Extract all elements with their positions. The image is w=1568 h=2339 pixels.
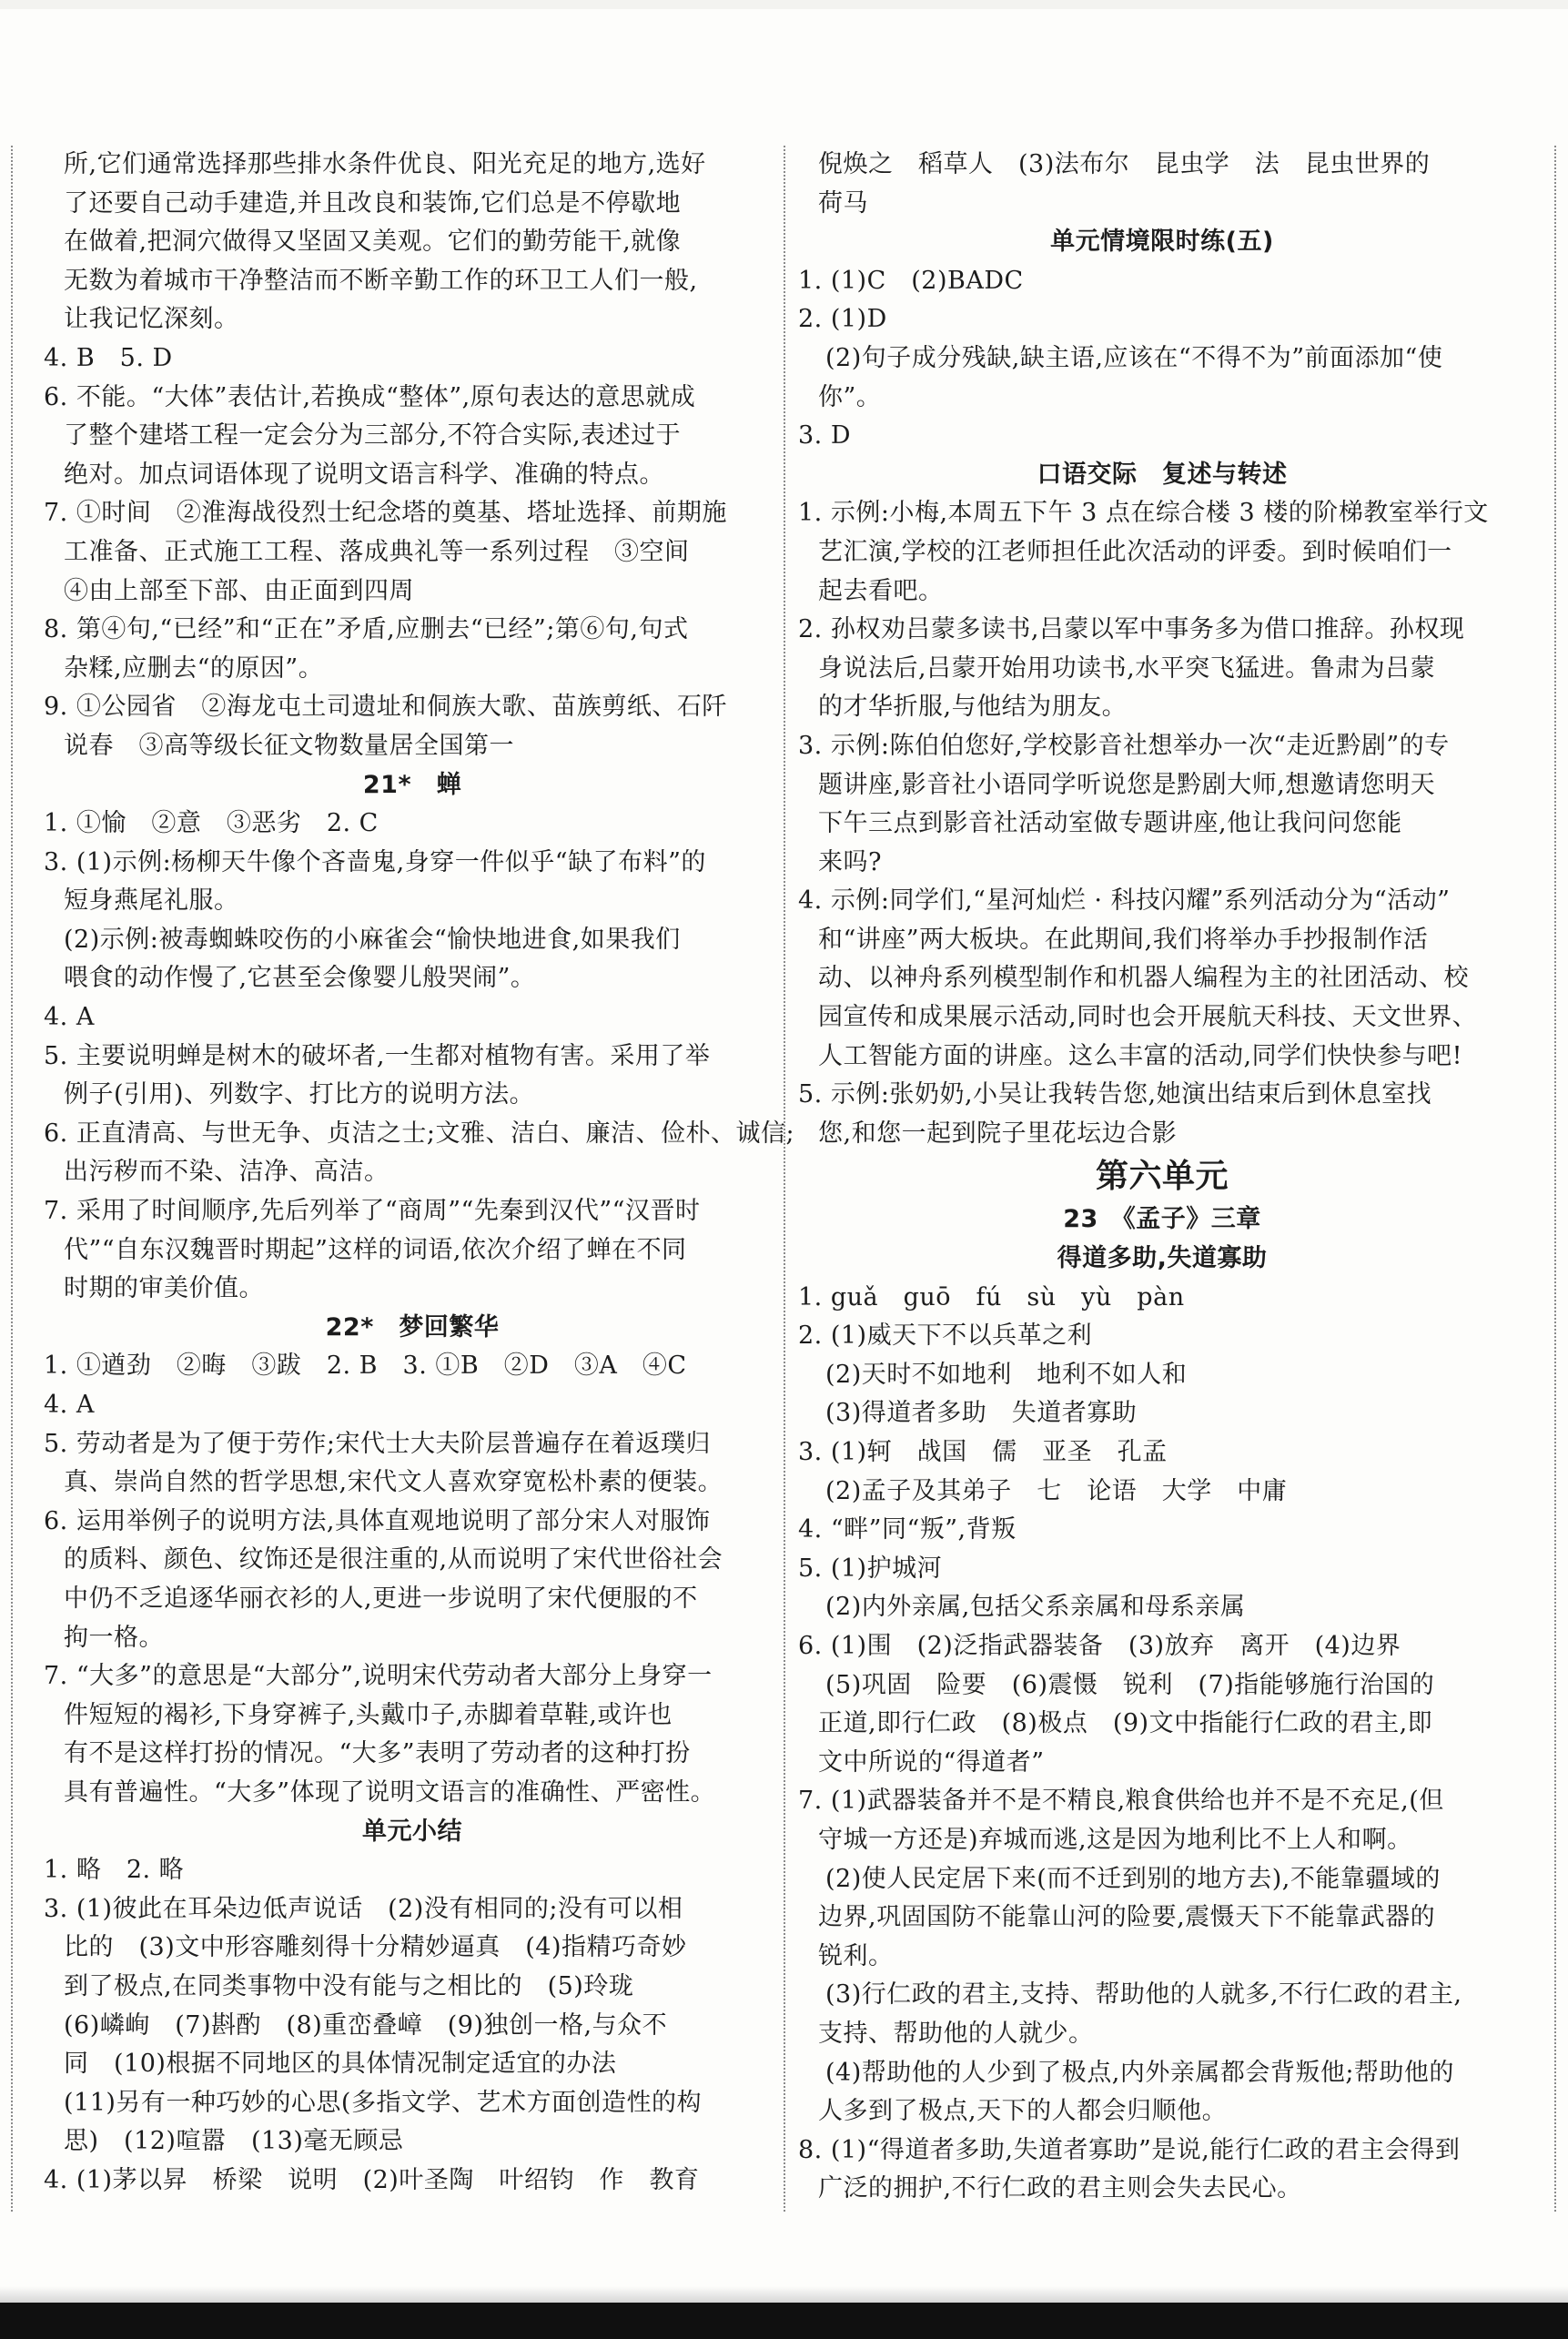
answer-line: 边界,巩固国防不能靠山河的险要,震慑天下不能靠武器的 xyxy=(818,1903,1436,1932)
answer-line: 真、崇尚自然的哲学思想,宋代文人喜欢穿宽松朴素的便装。 xyxy=(64,1468,723,1497)
answer-line: 4. “畔”同“叛”,背叛 xyxy=(798,1515,1017,1544)
answer-line: 守城一方还是)弃城而逃,这是因为地利比不上人和啊。 xyxy=(818,1825,1412,1854)
answer-line: 8. (1)“得道者多助,失道者寡助”是说,能行仁政的君主会得到 xyxy=(798,2135,1461,2164)
answer-line: 让我记忆深刻。 xyxy=(64,305,239,334)
answer-line: 您,和您一起到院子里花坛边合影 xyxy=(818,1119,1178,1148)
answer-line: 同 (10)根据不同地区的具体情况制定适宜的办法 xyxy=(64,2050,617,2079)
answer-line: 艺汇演,学校的江老师担任此次活动的评委。到时候咱们一 xyxy=(818,537,1452,566)
answer-line: 在做着,把洞穴做得又坚固又美观。它们的勤劳能干,就像 xyxy=(64,228,682,257)
answer-line: 3. (1)彼此在耳朵边低声说话 (2)没有相同的;没有可以相 xyxy=(44,1894,683,1923)
answer-line: 5. 劳动者是为了便于劳作;宋代士大夫阶层普遍存在着返璞归 xyxy=(44,1429,711,1458)
right-margin-rule xyxy=(1554,146,1556,2212)
answer-line: 1. ①遒劲 ②晦 ③跋 2. B 3. ①B ②D ③A ④C xyxy=(44,1352,687,1381)
right-column xyxy=(798,146,1526,2209)
answer-line: (2)句子成分残缺,缺主语,应该在“不得不为”前面添加“使 xyxy=(825,343,1443,372)
answer-line: 广泛的拥护,不行仁政的君主则会失去民心。 xyxy=(818,2174,1302,2203)
answer-line: 出污秽而不染、洁净、高洁。 xyxy=(64,1158,389,1187)
answer-line: 思) (12)喧嚣 (13)毫无顾忌 xyxy=(64,2127,404,2156)
answer-line: 杂糅,应删去“的原因”。 xyxy=(64,653,324,683)
answer-line: 件短短的褐衫,下身穿裤子,头戴巾子,赤脚着草鞋,或许也 xyxy=(64,1700,673,1729)
answer-line: (2)内外亲属,包括父系亲属和母系亲属 xyxy=(825,1593,1246,1622)
answer-line: 起去看吧。 xyxy=(818,576,944,605)
answer-line: 短身燕尾礼服。 xyxy=(64,886,239,916)
answer-line: 5. 示例:张奶奶,小吴让我转告您,她演出结束后到休息室找 xyxy=(798,1080,1432,1109)
answer-line: 3. D xyxy=(798,421,851,451)
answer-line: 下午三点到影音社活动室做专题讲座,他让我问问您能 xyxy=(818,809,1402,838)
answer-line: 3. (1)轲 战国 儒 亚圣 孔孟 xyxy=(798,1438,1168,1466)
answer-line: 3. 示例:陈伯伯您好,学校影音社想举办一次“走近黔剧”的专 xyxy=(798,731,1450,760)
answer-line: 1. 略 2. 略 xyxy=(44,1856,185,1885)
answer-line: 例子(引用)、列数字、打比方的说明方法。 xyxy=(64,1080,535,1109)
answer-line: 动、以神舟系列模型制作和机器人编程为主的社团活动、校 xyxy=(818,964,1469,993)
answer-line: 代”“自东汉魏晋时期起”这样的词语,依次介绍了蝉在不同 xyxy=(64,1235,687,1264)
answer-line: 4. A xyxy=(44,1391,95,1419)
answer-line: 园宣传和成果展示活动,同时也会开展航天科技、天文世界、 xyxy=(818,1003,1478,1032)
section-heading: 第六单元 xyxy=(1095,1158,1229,1196)
left-column xyxy=(44,146,795,2200)
answer-line: 人工智能方面的讲座。这么丰富的活动,同学们快快参与吧! xyxy=(818,1041,1462,1070)
section-heading: 单元小结 xyxy=(362,1817,462,1846)
answer-line: 倪焕之 稻草人 (3)法布尔 昆虫学 法 昆虫世界的 xyxy=(818,150,1431,178)
answer-line: 4. B 5. D xyxy=(44,343,173,372)
answer-line: 正道,即行仁政 (8)极点 (9)文中指能行仁政的君主,即 xyxy=(818,1709,1433,1738)
answer-line: 1. (1)C (2)BADC xyxy=(798,266,1024,295)
answer-line: 人多到了极点,天下的人都会归顺他。 xyxy=(818,2097,1228,2126)
left-margin-rule xyxy=(11,146,13,2212)
answer-line: 比的 (3)文中形容雕刻得十分精妙逼真 (4)指精巧奇妙 xyxy=(64,1933,687,1962)
answer-line: (2)使人民定居下来(而不迁到别的地方去),不能靠疆域的 xyxy=(825,1864,1441,1893)
answer-line: 和“讲座”两大板块。在此期间,我们将举办手抄报制作活 xyxy=(818,925,1429,954)
answer-line: 有不是这样打扮的情况。“大多”表明了劳动者的这种打扮 xyxy=(64,1739,691,1768)
answer-line: 2. (1)威天下不以兵革之利 xyxy=(798,1321,1093,1351)
answer-line: 7. ①时间 ②淮海战役烈士纪念塔的奠基、塔址选择、前期施 xyxy=(44,499,727,528)
answer-line: (3)得道者多助 失道者寡助 xyxy=(825,1399,1138,1428)
top-scan-edge xyxy=(0,0,1568,9)
answer-line: 所,它们通常选择那些排水条件优良、阳光充足的地方,选好 xyxy=(64,150,706,178)
answer-line: 的质料、颜色、纹饰还是很注重的,从而说明了宋代世俗社会 xyxy=(64,1545,723,1575)
answer-line: ④由上部至下部、由正面到四周 xyxy=(64,576,414,605)
section-heading: 得道多助,失道寡助 xyxy=(1057,1244,1268,1273)
answer-line: 到了极点,在同类事物中没有能与之相比的 (5)玲珑 xyxy=(64,1971,634,2000)
answer-line: 4. 示例:同学们,“星河灿烂 · 科技闪耀”系列活动分为“活动” xyxy=(798,886,1451,916)
answer-line: 7. “大多”的意思是“大部分”,说明宋代劳动者大部分上身穿一 xyxy=(44,1662,713,1691)
answer-line: 你”。 xyxy=(818,382,882,411)
column-divider xyxy=(784,146,785,2212)
answer-line: 8. 第④句,“已经”和“正在”矛盾,应删去“已经”;第⑥句,句式 xyxy=(44,615,689,644)
answer-line: 来吗? xyxy=(818,847,882,876)
answer-line: 绝对。加点词语体现了说明文语言科学、准确的特点。 xyxy=(64,460,664,489)
answer-line: 7. 采用了时间顺序,先后列举了“商周”“先秦到汉代”“汉晋时 xyxy=(44,1197,701,1226)
answer-line: 6. 正直清高、与世无争、贞洁之士;文雅、洁白、廉洁、俭朴、诚信; xyxy=(44,1119,795,1148)
answer-line: 5. 主要说明蝉是树木的破坏者,一生都对植物有害。采用了举 xyxy=(44,1041,711,1070)
answer-line: 1. guǎ guō fú sù yù pàn xyxy=(798,1282,1185,1311)
answer-line: 拘一格。 xyxy=(64,1623,164,1652)
answer-line: 的才华折服,与他结为朋友。 xyxy=(818,693,1128,722)
answer-line: 说春 ③高等级长征文物数量居全国第一 xyxy=(64,731,514,760)
section-heading: 口语交际 复述与转述 xyxy=(1037,460,1288,489)
bottom-shadow xyxy=(0,2286,1568,2303)
answer-line: 具有普遍性。“大多”体现了说明文语言的准确性、严密性。 xyxy=(64,1777,716,1807)
answer-line: 1. 示例:小梅,本周五下午 3 点在综合楼 3 楼的阶梯教室举行文 xyxy=(798,499,1489,528)
section-heading: 21* 蝉 xyxy=(362,770,462,799)
answer-line: 锐利。 xyxy=(818,1941,894,1970)
answer-line: (6)嶙峋 (7)斟酌 (8)重峦叠嶂 (9)独创一格,与众不 xyxy=(64,2010,668,2040)
answer-line: (4)帮助他的人少到了极点,内外亲属都会背叛他;帮助他的 xyxy=(825,2058,1454,2087)
answer-line: 喂食的动作慢了,它甚至会像婴儿般哭闹”。 xyxy=(64,964,536,993)
answer-line: (2)天时不如地利 地利不如人和 xyxy=(825,1360,1188,1389)
answer-line: 4. A xyxy=(44,1003,95,1032)
answer-line: 6. (1)围 (2)泛指武器装备 (3)放弃 离开 (4)边界 xyxy=(798,1631,1401,1660)
answer-line: (5)巩固 险要 (6)震慑 锐利 (7)指能够施行治国的 xyxy=(825,1670,1435,1699)
answer-line: 题讲座,影音社小语同学听说您是黔剧大师,想邀请您明天 xyxy=(818,770,1436,799)
answer-line: 支持、帮助他的人就少。 xyxy=(818,2019,1094,2048)
answer-line: 中仍不乏追逐华丽衣衫的人,更进一步说明了宋代便服的不 xyxy=(64,1584,698,1613)
answer-line: 无数为着城市干净整洁而不断辛勤工作的环卫工人们一般, xyxy=(64,266,698,295)
answer-line: (2)示例:被毒蜘蛛咬伤的小麻雀会“愉快地进食,如果我们 xyxy=(64,925,681,954)
answer-line: 3. (1)示例:杨柳天牛像个吝啬鬼,身穿一件似乎“缺了布料”的 xyxy=(44,847,706,876)
answer-line: 7. (1)武器装备并不是不精良,粮食供给也并不是不充足,(但 xyxy=(798,1787,1444,1816)
answer-line: 身说法后,吕蒙开始用功读书,水平突飞猛进。鲁肃为吕蒙 xyxy=(818,653,1436,683)
bottom-scan-edge xyxy=(0,2303,1568,2339)
answer-line: 了整个建塔工程一定会分为三部分,不符合实际,表述过于 xyxy=(64,421,682,451)
answer-line: 1. ①愉 ②意 ③恶劣 2. C xyxy=(44,809,379,838)
answer-line: 4. (1)茅以昇 桥梁 说明 (2)叶圣陶 叶绍钧 作 教育 xyxy=(44,2165,700,2194)
answer-line: 时期的审美价值。 xyxy=(64,1274,264,1303)
answer-line: 2. (1)D xyxy=(798,305,887,334)
answer-line: 工准备、正式施工工程、落成典礼等一系列过程 ③空间 xyxy=(64,537,690,566)
section-heading: 23 《孟子》三章 xyxy=(1063,1205,1261,1234)
answer-line: (3)行仁政的君主,支持、帮助他的人就多,不行仁政的君主, xyxy=(825,1980,1462,2010)
answer-line: 2. 孙权劝吕蒙多读书,吕蒙以军中事务多为借口推辞。孙权现 xyxy=(798,615,1465,644)
answer-line: (2)孟子及其弟子 七 论语 大学 中庸 xyxy=(825,1476,1288,1505)
answer-line: 荷马 xyxy=(818,188,868,218)
answer-line: 5. (1)护城河 xyxy=(798,1554,943,1583)
section-heading: 单元情境限时练(五) xyxy=(1050,228,1274,257)
answer-line: 6. 运用举例子的说明方法,具体直观地说明了部分宋人对服饰 xyxy=(44,1506,711,1535)
answer-line: 文中所说的“得道者” xyxy=(818,1747,1045,1777)
answer-line: 9. ①公园省 ②海龙屯土司遗址和侗族大歌、苗族剪纸、石阡 xyxy=(44,693,727,722)
answer-line: 6. 不能。“大体”表估计,若换成“整体”,原句表达的意思就成 xyxy=(44,382,696,411)
answer-line: (11)另有一种巧妙的心思(多指文学、艺术方面创造性的构 xyxy=(64,2088,702,2117)
answer-line: 了还要自己动手建造,并且改良和装饰,它们总是不停歇地 xyxy=(64,188,682,218)
section-heading: 22* 梦回繁华 xyxy=(325,1312,500,1342)
